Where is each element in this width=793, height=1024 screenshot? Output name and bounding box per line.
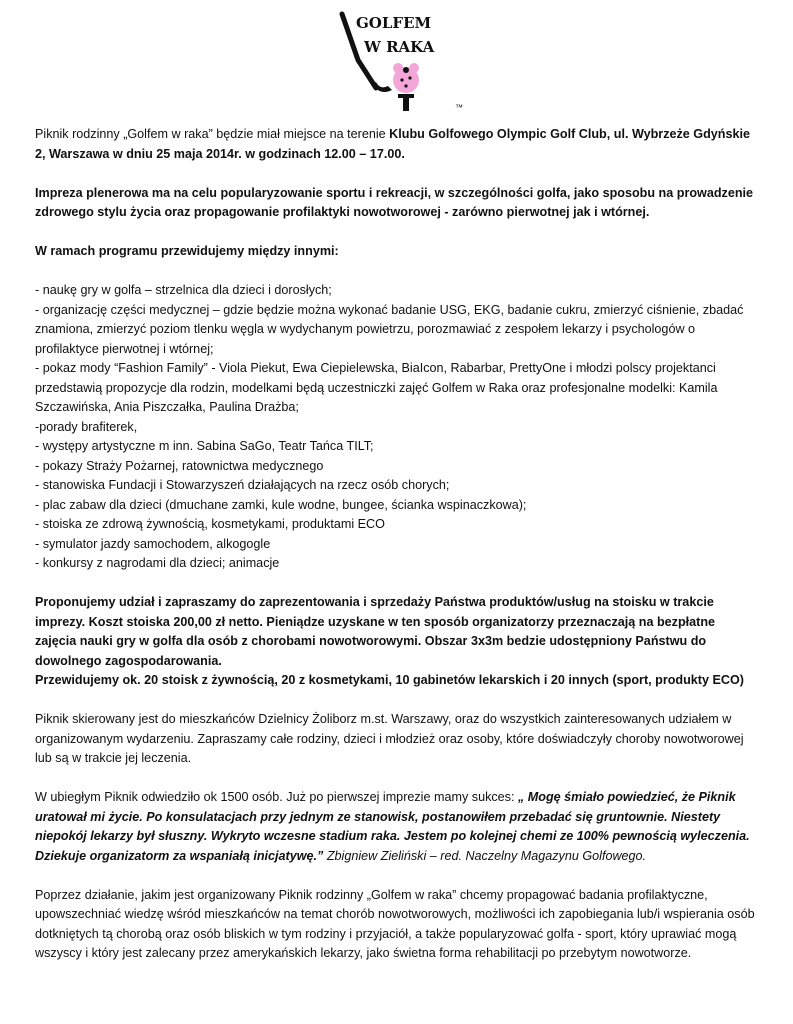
program-item: - pokaz mody “Fashion Family” - Viola Piekut, Ewa Ciepielewska, BiaIcon, Rabarbar, PrettyOne i młodzi polscy projektanci przedstawią propozycje dla rodzin, modelkami będą uczestniczki zajęć Golfem w Raka oraz profesjonalne modelki: Kamila Szczawińska, Ania Piszczałka, Paulina Drażba; xyxy=(35,361,718,414)
program-item: - pokazy Straży Pożarnej, ratownictwa medycznego xyxy=(35,458,324,473)
program-item: - organizację części medycznej – gdzie będzie można wykonać badanie USG, EKG, badanie cukru, zmierzyć ciśnienie, zbadać znamiona, zmierzyć poziom tlenku węgla w wydychanym powietrzu, porozmawiać z zespołem lekarzy i psychologów o profilaktyce pierwotnej i wtórnej; xyxy=(35,302,744,356)
program-heading: W ramach programu przewidujemy między innymi: xyxy=(35,244,339,258)
testimonial-paragraph xyxy=(35,788,759,866)
program-item: - naukę gry w golfa – strzelnica dla dzieci i dorosłych; xyxy=(35,283,332,297)
testimonial-intro: W ubiegłym Piknik odwiedziło ok 1500 osób. Już po pierwszej imprezie mamy sukces: xyxy=(35,790,518,804)
program-item: - stanowiska Fundacji i Stowarzyszeń działających na rzecz osób chorych; xyxy=(35,478,450,492)
intro-paragraph xyxy=(35,125,759,164)
program-item: - występy artystyczne m inn. Sabina SaGo, Teatr Tańca TILT; xyxy=(35,439,374,453)
closing-paragraph: Poprzez działanie, jakim jest organizowany Piknik rodzinny „Golfem w raka” chcemy propagować badania profilaktyczne, upowszechniać wiedzę wśród mieszkańców na temat chorób nowotworowych, możliwości ich zapobiegania lub/i wspierania osób dotkniętych tą chorobą oraz osób bliskich w tym rodziny i przyjaciół, a także popularyzować golfa - sport, który uprawiać mogą wszyscy i który jest zalecany przez amerykańskich lekarzy, jako świetna forma rehabilitacji po przebytym nowotworze. xyxy=(35,887,755,960)
svg-text:W RAKA: W RAKA xyxy=(364,38,435,56)
intro-location-date: Klubu Golfowego Olympic Golf Club, ul. Wybrzeże Gdyńskie 2, Warszawa w dniu 25 maja 2014r. w godzinach 12.00 – 17.00. xyxy=(35,127,750,161)
program-item: - plac zabaw dla dzieci (dmuchane zamki, kule wodne, bungee, ścianka wspinaczkowa); xyxy=(35,497,527,512)
program-item: - konkursy z nagrodami dla dzieci; animacje xyxy=(35,556,280,570)
stand-count-paragraph: Przewidujemy ok. 20 stoisk z żywnością, 20 z kosmetykami, 10 gabinetów lekarskich i 20 innych (sport, produkty ECO) xyxy=(35,673,744,687)
program-list xyxy=(35,281,759,574)
program-item: -porady brafiterek, xyxy=(35,419,138,434)
program-item: - symulator jazdy samochodem, alkogogle xyxy=(35,536,271,551)
program-item: - stoiska ze zdrową żywnością, kosmetykami, produktami ECO xyxy=(35,517,385,531)
svg-text:GOLFEM: GOLFEM xyxy=(356,14,432,32)
intro-text: Piknik rodzinny „Golfem w raka” będzie miał miejsce na terenie xyxy=(35,127,390,141)
stand-offer-paragraph: Proponujemy udział i zapraszamy do zaprezentowania i sprzedaży Państwa produktów/usług na stoisku w trakcie imprezy. Koszt stoiska 200,00 zł netto. Pieniądze uzyskane w ten sposób organizatorzy przeznaczają na bezpłatne zajęcia nauki gry w golfa dla osób z chorobami nowotworowymi. Obszar 3x3m bedzie udostępniony Państwu do dowolnego zagospodarowania. xyxy=(35,595,716,668)
document-body xyxy=(35,125,759,964)
testimonial-quote: „ Mogę śmiało powiedzieć, że Piknik uratował mi życie. Po konsulatacjach przy jednym ze stanowisk, postanowiłem przebadać się gruntownie. Niestety niepokój lekarzy był słuszny. Wykryto wczesne stadium raka. Jestem po kolejnej chemi ze 100% pewnością wyleczenia. Dziekuje organizatorm za wspaniałą inicjatywę.” xyxy=(35,790,750,863)
audience-paragraph: Piknik skierowany jest do mieszkańców Dzielnicy Żoliborz m.st. Warszawy, oraz do wszystkich zainteresowanych udziałem w organizowanym wydarzeniu. Zapraszamy całe rodziny, dzieci i młodzież oraz osoby, które doświadczyły choroby nowotworowej lub są w trakcie jej leczenia. xyxy=(35,712,744,765)
trademark-symbol: ™ xyxy=(455,103,463,112)
testimonial-author: Zbigniew Zieliński – red. Naczelny Magazynu Golfowego. xyxy=(323,848,647,863)
aims-paragraph: Impreza plenerowa ma na celu popularyzowanie sportu i rekreacji, w szczególności golfa, jako sposobu na prowadzenie zdrowego stylu życia oraz propagowanie profilaktyki nowotworowej - zarówno pierwotnej jak i wtórnej. xyxy=(35,185,754,219)
